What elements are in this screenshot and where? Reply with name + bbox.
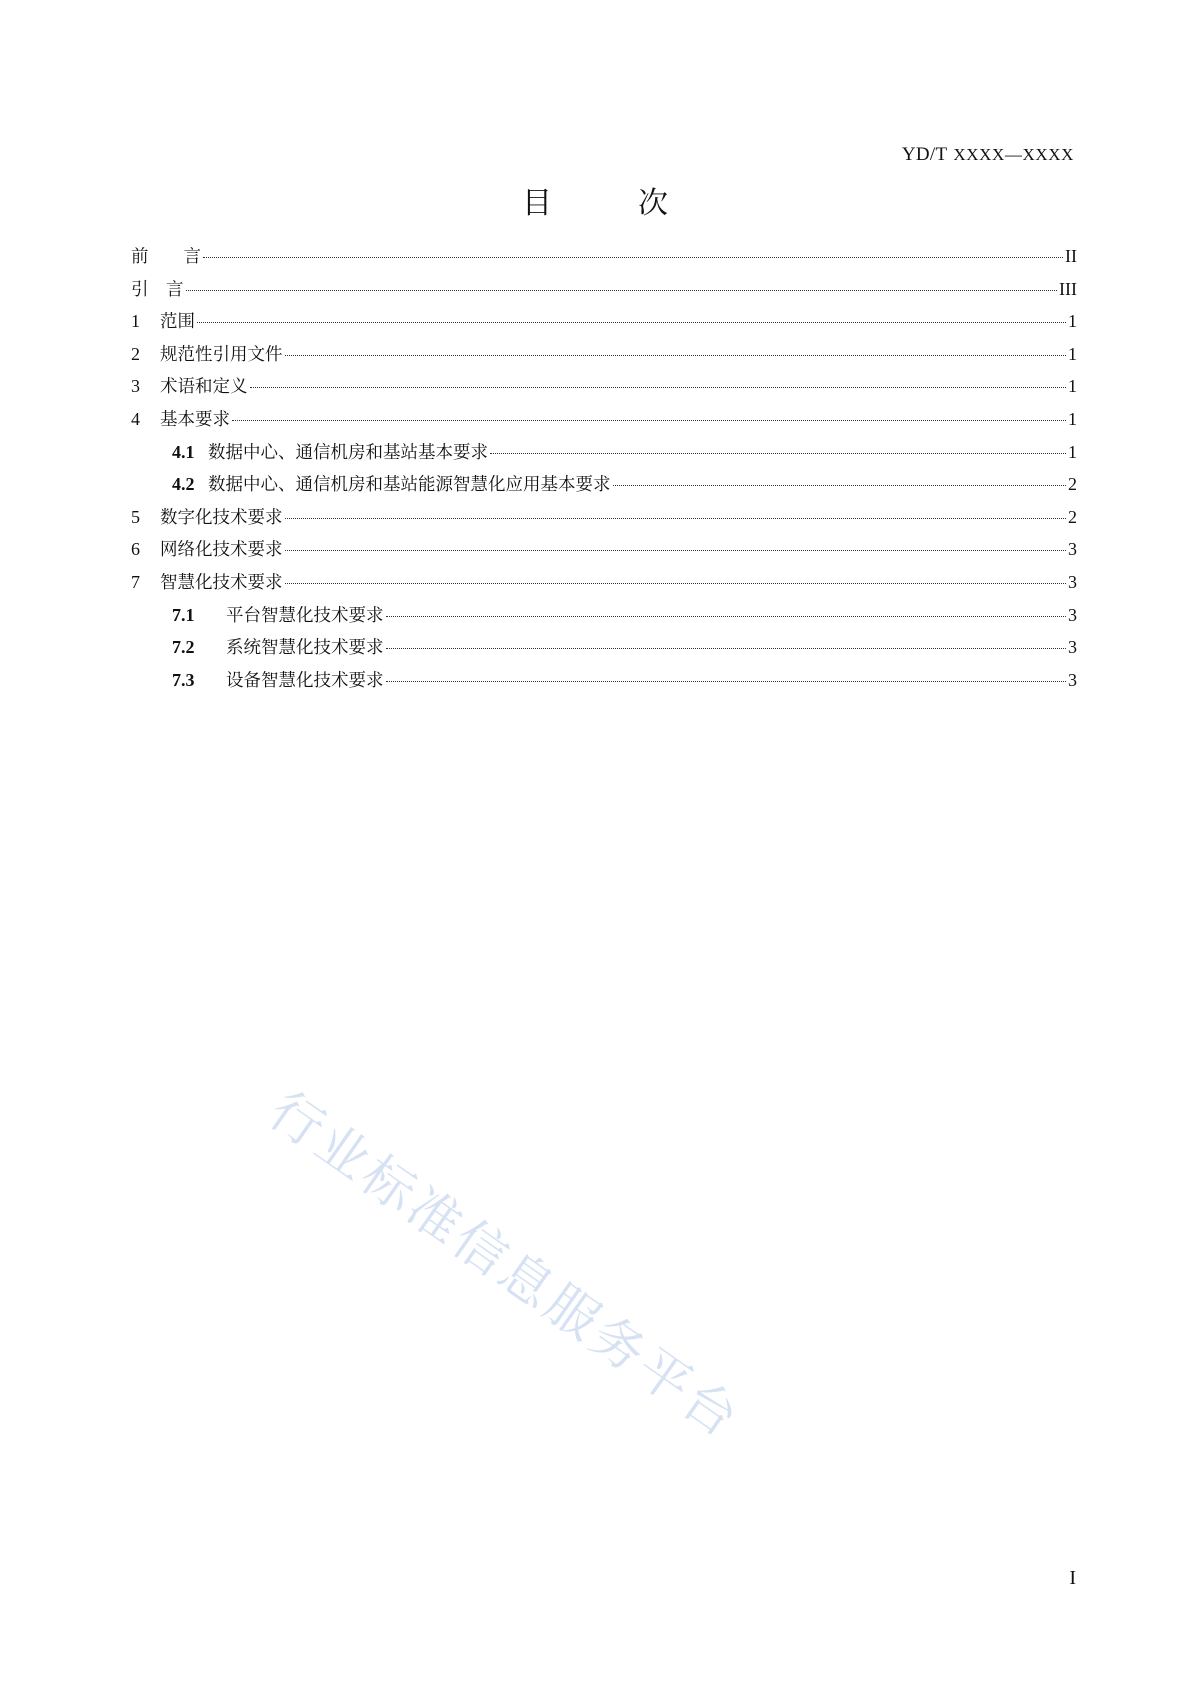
page-number: I [1069, 1567, 1076, 1589]
toc-entry-page: 3 [1068, 637, 1077, 658]
dot-leader [490, 453, 1066, 454]
dot-leader [285, 550, 1067, 551]
standard-prefix: YD/T [901, 144, 948, 165]
toc-entry-3[interactable] [131, 373, 1077, 406]
toc-entry-label: 术语和定义 [160, 377, 248, 398]
toc-entry-page: 3 [1068, 669, 1077, 690]
toc-entry-number: 4.1 [172, 441, 195, 462]
toc-entry-label: 数字化技术要求 [160, 507, 283, 528]
dot-leader [232, 420, 1066, 421]
toc-entry-number: 4.2 [172, 474, 195, 495]
toc-entry-foreword[interactable] [131, 243, 1077, 276]
toc-entry-page: 1 [1068, 343, 1077, 364]
dot-leader [285, 583, 1067, 584]
dot-leader [285, 518, 1067, 519]
toc-entry-7-3[interactable] [131, 667, 1077, 700]
toc-entry-number: 1 [131, 311, 140, 332]
toc-entry-label: 规范性引用文件 [160, 344, 283, 365]
toc-entry-number: 5 [131, 506, 140, 527]
toc-entry-number: 7.1 [172, 604, 195, 625]
dot-leader [186, 290, 1058, 291]
toc-entry-number: 3 [131, 376, 140, 397]
toc-entry-7[interactable] [131, 569, 1077, 602]
toc-entry-number: 4 [131, 408, 140, 429]
toc-entry-4-2[interactable] [131, 471, 1077, 504]
standard-number: XXXX—XXXX [953, 145, 1074, 164]
toc-entry-label: 系统智慧化技术要求 [226, 638, 384, 659]
watermark: 行业标准信息服务平台 [258, 1080, 752, 1452]
toc-entry-page: 2 [1068, 474, 1077, 495]
dot-leader [250, 387, 1067, 388]
dot-leader [203, 257, 1063, 258]
toc-entry-1[interactable] [131, 308, 1077, 341]
toc-entry-label: 前 言 [131, 247, 201, 267]
toc-entry-5[interactable] [131, 504, 1077, 537]
page-title-char-1: 目 [522, 186, 552, 221]
dot-leader [386, 648, 1067, 649]
toc-entry-label: 数据中心、通信机房和基站能源智慧化应用基本要求 [208, 475, 611, 496]
toc-entry-page: 1 [1068, 408, 1077, 429]
toc-entry-label: 网络化技术要求 [160, 540, 283, 561]
toc-entry-label: 设备智慧化技术要求 [226, 670, 384, 691]
toc-entry-page: III [1059, 278, 1077, 299]
toc-entry-2[interactable] [131, 341, 1077, 374]
toc-entry-number: 7 [131, 571, 140, 592]
toc-entry-4-1[interactable] [131, 439, 1077, 472]
toc-entry-label: 范围 [160, 312, 195, 333]
toc-entry-introduction[interactable] [131, 276, 1077, 309]
standard-code [902, 144, 1074, 166]
dot-leader [197, 322, 1066, 323]
dot-leader [386, 616, 1067, 617]
dot-leader [386, 681, 1067, 682]
toc-entry-number: 7.3 [172, 669, 195, 690]
page-title [0, 178, 1190, 222]
toc-entry-label: 数据中心、通信机房和基站基本要求 [208, 442, 488, 463]
toc-entry-number: 7.2 [172, 637, 195, 658]
toc-entry-label: 基本要求 [160, 409, 230, 430]
toc-entry-7-2[interactable] [131, 634, 1077, 667]
toc-entry-7-1[interactable] [131, 602, 1077, 635]
toc-entry-number: 6 [131, 539, 140, 560]
toc-entry-page: 1 [1068, 441, 1077, 462]
dot-leader [285, 355, 1067, 356]
toc-entry-label: 引 言 [131, 279, 184, 300]
table-of-contents [131, 243, 1077, 699]
toc-entry-page: 1 [1068, 376, 1077, 397]
toc-entry-page: 3 [1068, 571, 1077, 592]
page-title-char-2: 次 [638, 186, 668, 221]
toc-entry-page: II [1065, 246, 1077, 266]
toc-entry-page: 1 [1068, 311, 1077, 332]
toc-entry-6[interactable] [131, 536, 1077, 569]
toc-entry-label: 智慧化技术要求 [160, 572, 283, 593]
toc-entry-page: 2 [1068, 506, 1077, 527]
toc-entry-number: 2 [131, 343, 140, 364]
toc-entry-label: 平台智慧化技术要求 [226, 605, 384, 626]
toc-entry-page: 3 [1068, 539, 1077, 560]
toc-entry-4[interactable] [131, 406, 1077, 439]
dot-leader [613, 485, 1067, 486]
toc-entry-page: 3 [1068, 604, 1077, 625]
